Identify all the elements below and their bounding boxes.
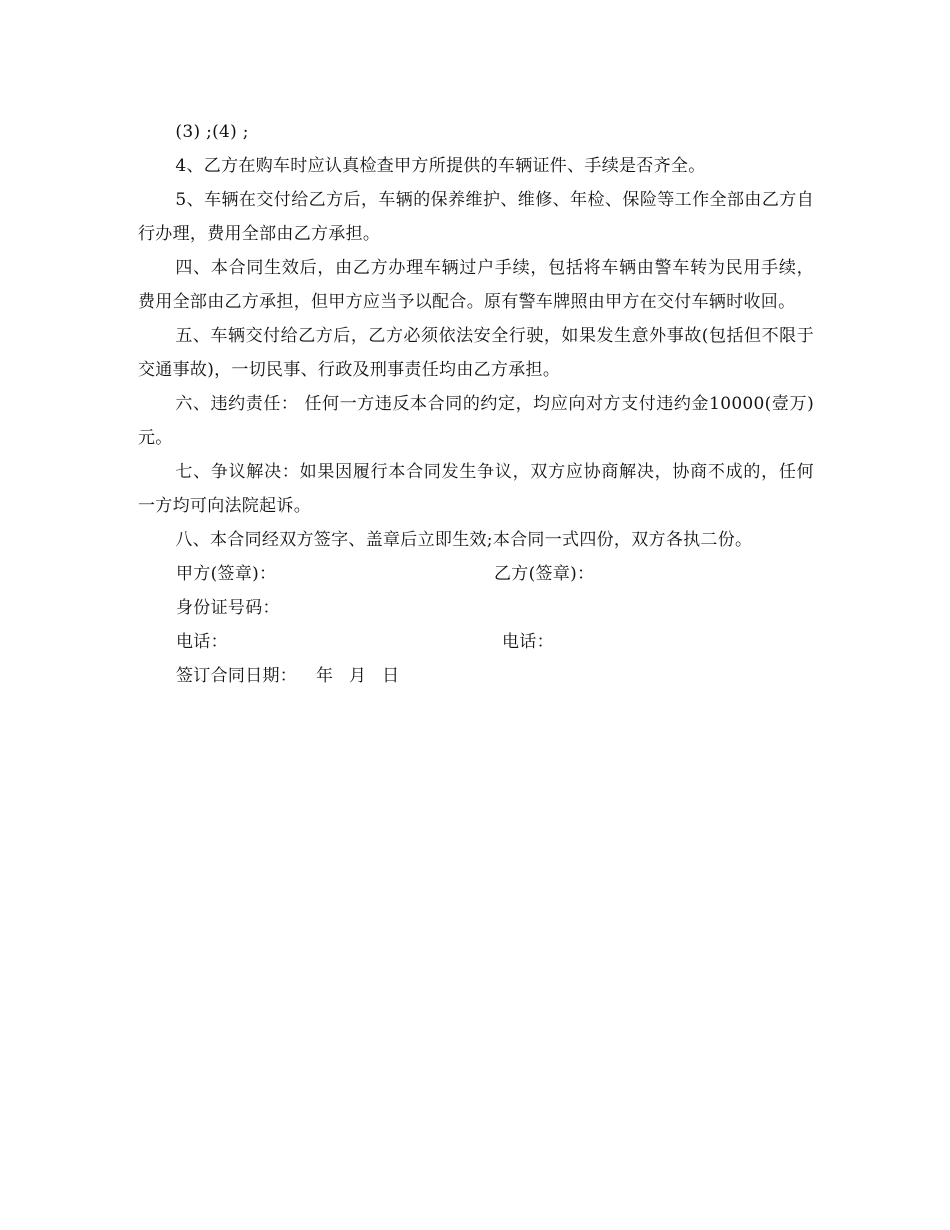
date-year: 年 [316, 666, 334, 686]
section-five: 五、车辆交付给乙方后，乙方必须依法安全行驶，如果发生意外事故(包括但不限于交通事故)，一切民事、行政及刑事责任均由乙方承担。 [138, 326, 814, 380]
date-month: 月 [349, 666, 367, 686]
id-number-label: 身份证号码： [176, 598, 280, 618]
section-eight-effect: 八、本合同经双方签字、盖章后立即生效;本合同一式四份，双方各执二份。 [175, 530, 753, 550]
date-day: 日 [382, 666, 400, 686]
id-row [138, 591, 814, 625]
signature-row [138, 557, 814, 591]
clause-items-3-4: (3) ;(4) ; [175, 122, 249, 142]
signing-date-fields [316, 659, 399, 693]
party-a-phone-label: 电话： [176, 632, 228, 652]
section-four: 四、本合同生效后，由乙方办理车辆过户手续，包括将车辆由警车转为民用手续，费用全部由乙方承担，但甲方应当予以配合。原有警车牌照由甲方在交付车辆时收回。 [138, 258, 814, 312]
section-seven-dispute: 七、争议解决：如果因履行本合同发生争议，双方应协商解决，协商不成的，任何一方均可向法院起诉。 [138, 462, 814, 516]
clause-4: 4、乙方在购车时应认真检查甲方所提供的车辆证件、手续是否齐全。 [175, 156, 706, 176]
phone-row [138, 625, 814, 659]
section-six-breach: 六、违约责任： 任何一方违反本合同的约定，均应向对方支付违约金10000(壹万)元。 [138, 394, 814, 448]
party-a-signature-label: 甲方(签章)： [176, 564, 277, 584]
party-b-phone-label: 电话： [502, 632, 554, 652]
contract-body [138, 115, 814, 693]
party-b-signature-label: 乙方(签章)： [494, 564, 595, 584]
signing-date-row [138, 659, 814, 693]
signing-date-label: 签订合同日期： [176, 666, 298, 686]
clause-5: 5、车辆在交付给乙方后，车辆的保养维护、维修、年检、保险等工作全部由乙方自行办理，费用全部由乙方承担。 [138, 190, 814, 244]
